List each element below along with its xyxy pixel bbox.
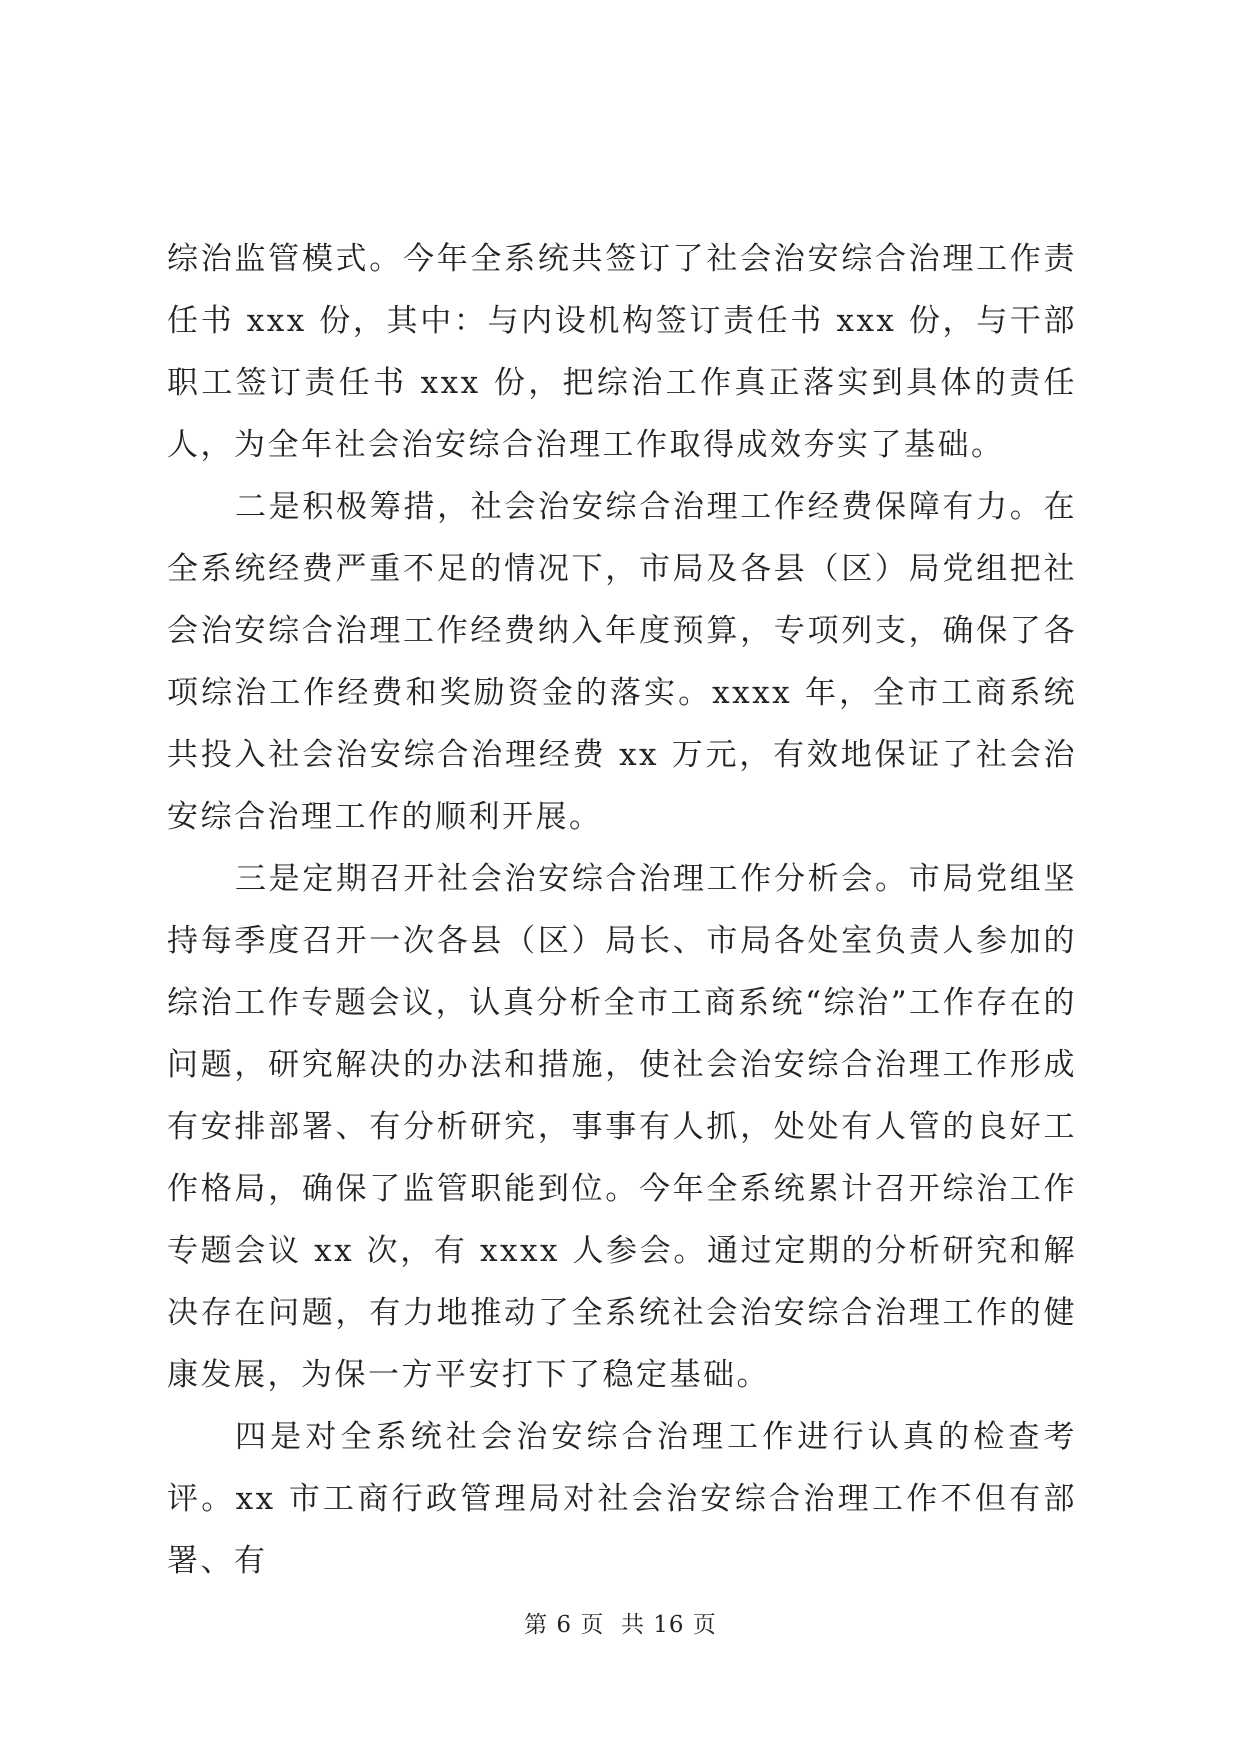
paragraph-continuation: 综治监管模式。今年全系统共签订了社会治安综合治理工作责任书 xxx 份，其中：与内设机构签订责任书 xxx 份，与干部职工签订责任书 xxx 份，把综治工作真正落实到具体的责任人，为全年社会治安综合治理工作取得成效夯实了基础。 [167, 241, 1077, 463]
paragraph-inspection: 四是对全系统社会治安综合治理工作进行认真的检查考评。xx 市工商行政管理局对社会治安综合治理工作不但有部署、有 [167, 1419, 1077, 1579]
page-footer [0, 1606, 1241, 1639]
document-body [167, 228, 1077, 1592]
paragraph-funding: 二是积极筹措，社会治安综合治理工作经费保障有力。在全系统经费严重不足的情况下，市局及各县（区）局党组把社会治安综合治理工作经费纳入年度预算，专项列支，确保了各项综治工作经费和奖励资金的落实。xxxx 年，全市工商系统共投入社会治安综合治理经费 xx 万元，有效地保证了社会治安综合治理工作的顺利开展。 [167, 489, 1077, 835]
paragraph-analysis-meetings: 三是定期召开社会治安综合治理工作分析会。市局党组坚持每季度召开一次各县（区）局长、市局各处室负责人参加的综治工作专题会议，认真分析全市工商系统“综治”工作存在的问题，研究解决的办法和措施，使社会治安综合治理工作形成有安排部署、有分析研究，事事有人抓，处处有人管的良好工作格局，确保了监管职能到位。今年全系统累计召开综治工作专题会议 xx 次，有 xxxx 人参会。通过定期的分析研究和解决存在问题，有力地推动了全系统社会治安综合治理工作的健康发展，为保一方平安打下了稳定基础。 [167, 861, 1077, 1393]
page-number-label: 第 6 页 共 16 页 [524, 1612, 717, 1638]
